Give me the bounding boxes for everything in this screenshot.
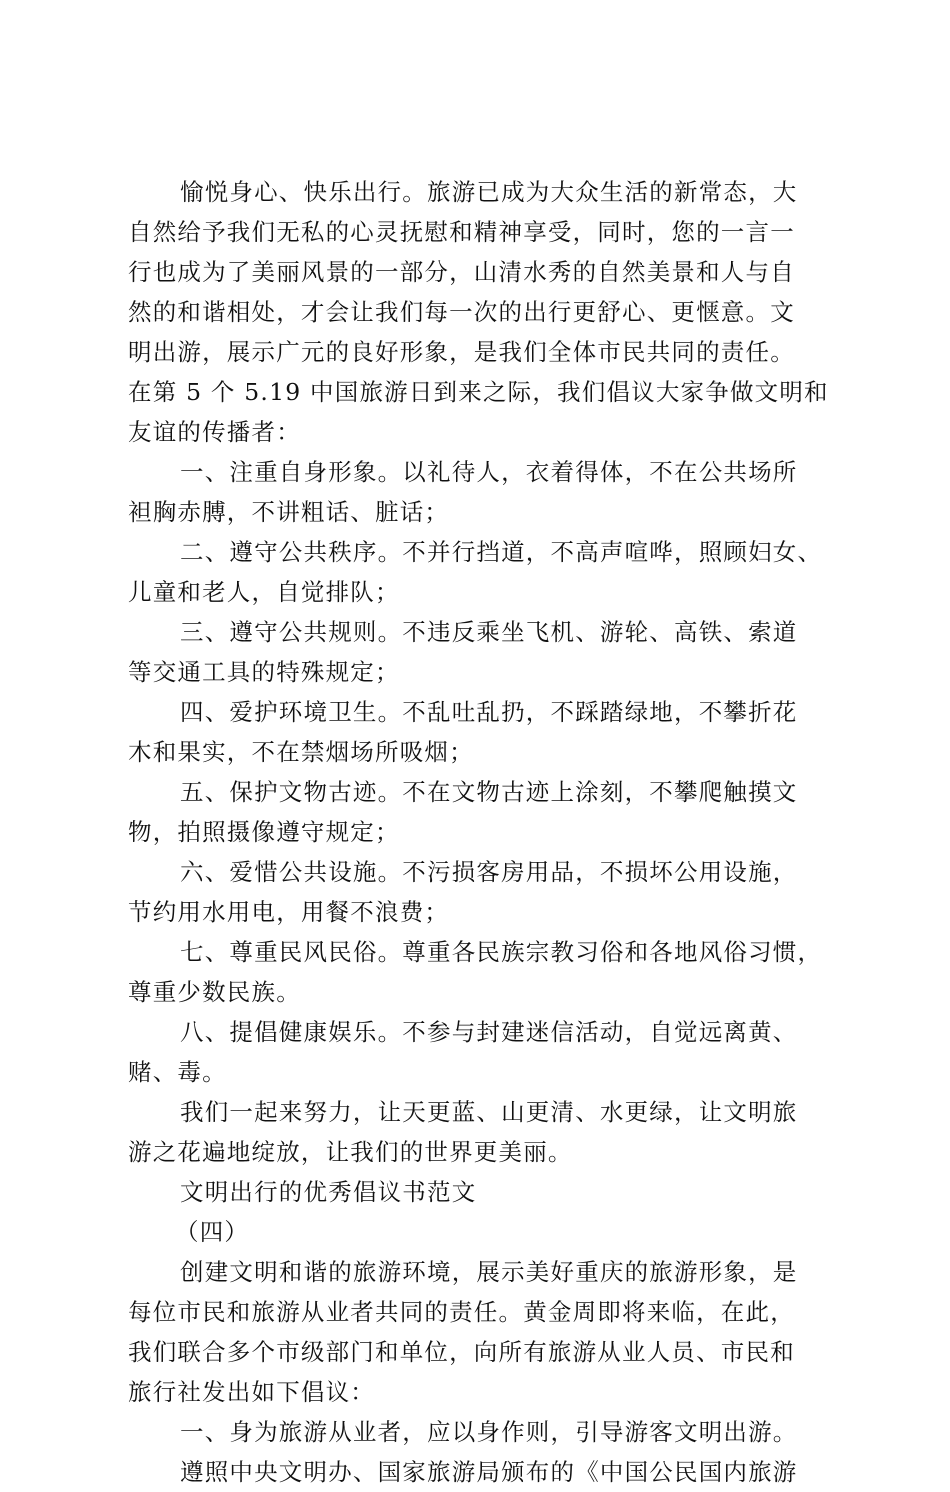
text-line: 六、爱惜公共设施。不污损客房用品，不损坏公用设施， [180, 858, 798, 886]
text-line: 八、提倡健康娱乐。不参与封建迷信活动，自觉远离黄、 [180, 1018, 798, 1046]
text-line: 自然给予我们无私的心灵抚慰和精神享受，同时，您的一言一 [128, 218, 795, 246]
text-line: 儿童和老人，自觉排队； [128, 578, 400, 606]
text-line: 赌、毒。 [128, 1058, 227, 1086]
text-line: 旅行社发出如下倡议： [128, 1378, 375, 1406]
text-line: 遵照中央文明办、国家旅游局颁布的《中国公民国内旅游 [180, 1458, 798, 1486]
text-line: 然的和谐相处，才会让我们每一次的出行更舒心、更惬意。文 [128, 298, 795, 326]
text-line: 创建文明和谐的旅游环境，展示美好重庆的旅游形象，是 [180, 1258, 798, 1286]
text-line: 物，拍照摄像遵守规定； [128, 818, 400, 846]
text-line: 七、尊重民风民俗。尊重各民族宗教习俗和各地风俗习惯， [180, 938, 823, 966]
text-line: 游之花遍地绽放，让我们的世界更美丽。 [128, 1138, 573, 1166]
text-line: 我们联合多个市级部门和单位，向所有旅游从业人员、市民和 [128, 1338, 795, 1366]
text-line: 三、遵守公共规则。不违反乘坐飞机、游轮、高铁、索道 [180, 618, 798, 646]
text-line: 每位市民和旅游从业者共同的责任。黄金周即将来临，在此， [128, 1298, 795, 1326]
text-line: 等交通工具的特殊规定； [128, 658, 400, 686]
text-line: 行也成为了美丽风景的一部分，山清水秀的自然美景和人与自 [128, 258, 795, 286]
text-line: 尊重少数民族。 [128, 978, 301, 1006]
text-line: 在第 5 个 5.19 中国旅游日到来之际，我们倡议大家争做文明和 [128, 378, 829, 406]
text-line: 五、保护文物古迹。不在文物古迹上涂刻，不攀爬触摸文 [180, 778, 798, 806]
text-line: 明出游，展示广元的良好形象，是我们全体市民共同的责任。 [128, 338, 795, 366]
text-line: 友谊的传播者： [128, 418, 301, 446]
text-line: 一、注重自身形象。以礼待人，衣着得体，不在公共场所 [180, 458, 798, 486]
document-page [128, 172, 848, 1492]
text-line: 节约用水用电，用餐不浪费； [128, 898, 450, 926]
text-line: 一、身为旅游从业者，应以身作则，引导游客文明出游。 [180, 1418, 798, 1446]
text-line: 木和果实，不在禁烟场所吸烟； [128, 738, 474, 766]
text-line: 愉悦身心、快乐出行。旅游已成为大众生活的新常态，大 [180, 178, 798, 206]
text-line: 四、爱护环境卫生。不乱吐乱扔，不踩踏绿地，不攀折花 [180, 698, 798, 726]
text-line: 二、遵守公共秩序。不并行挡道，不高声喧哗，照顾妇女、 [180, 538, 823, 566]
section-title: 文明出行的优秀倡议书范文 [180, 1178, 477, 1206]
text-line: 袒胸赤膊，不讲粗话、脏话； [128, 498, 450, 526]
text-line: 我们一起来努力，让天更蓝、山更清、水更绿，让文明旅 [180, 1098, 798, 1126]
section-number: （四） [175, 1218, 250, 1246]
